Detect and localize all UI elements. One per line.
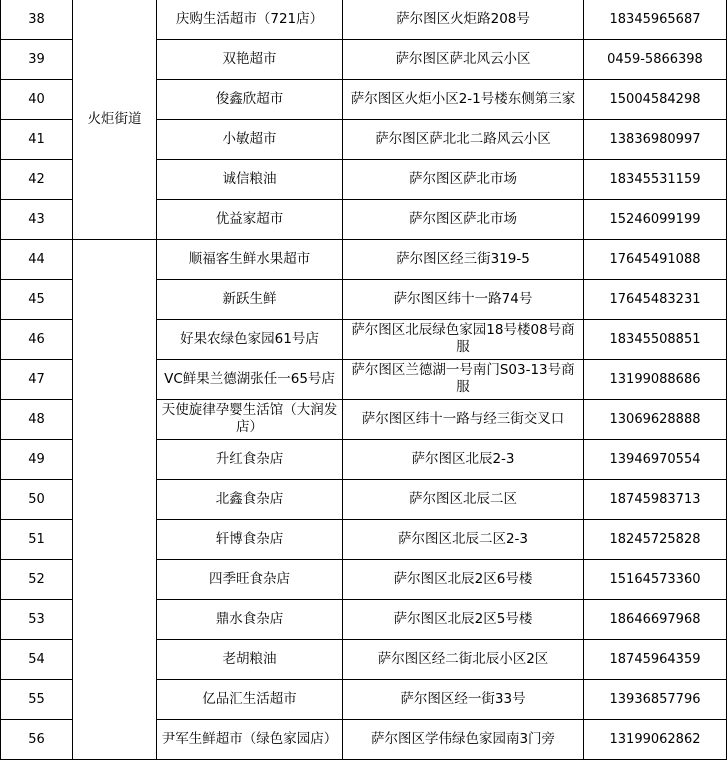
table-row (1, 0, 727, 39)
store-address: 萨尔图区北辰2-3 (343, 439, 584, 479)
row-number: 41 (1, 119, 73, 159)
store-address: 萨尔图区北辰绿色家园18号楼08号商服 (343, 319, 584, 359)
store-address: 萨尔图区萨北市场 (343, 199, 584, 239)
store-name: 俊鑫欣超市 (157, 79, 343, 119)
store-address: 萨尔图区北辰二区 (343, 479, 584, 519)
store-name: 老胡粮油 (157, 639, 343, 679)
store-phone: 13836980997 (584, 119, 727, 159)
store-address: 萨尔图区经二街北辰小区2区 (343, 639, 584, 679)
store-address: 萨尔图区学伟绿色家园南3门旁 (343, 719, 584, 759)
row-number: 51 (1, 519, 73, 559)
store-phone: 13069628888 (584, 399, 727, 439)
district-cell (73, 239, 157, 759)
row-number: 52 (1, 559, 73, 599)
store-address: 萨尔图区火炬小区2-1号楼东侧第三家 (343, 79, 584, 119)
store-phone: 15246099199 (584, 199, 727, 239)
store-name: 北鑫食杂店 (157, 479, 343, 519)
store-name: 升红食杂店 (157, 439, 343, 479)
store-name: VC鲜果兰德湖张任一65号店 (157, 359, 343, 399)
store-name: 顺福客生鲜水果超市 (157, 239, 343, 279)
row-number: 56 (1, 719, 73, 759)
store-name: 天使旋律孕婴生活馆（大润发店） (157, 399, 343, 439)
row-number: 39 (1, 39, 73, 79)
store-phone: 18745983713 (584, 479, 727, 519)
row-number: 49 (1, 439, 73, 479)
row-number: 44 (1, 239, 73, 279)
row-number: 42 (1, 159, 73, 199)
row-number: 47 (1, 359, 73, 399)
store-address: 萨尔图区火炬路208号 (343, 0, 584, 39)
row-number: 46 (1, 319, 73, 359)
store-phone: 13946970554 (584, 439, 727, 479)
store-phone: 15164573360 (584, 559, 727, 599)
store-phone: 18745964359 (584, 639, 727, 679)
store-name: 四季旺食杂店 (157, 559, 343, 599)
row-number: 53 (1, 599, 73, 639)
store-name: 新跃生鲜 (157, 279, 343, 319)
store-phone: 13936857796 (584, 679, 727, 719)
store-phone: 18345508851 (584, 319, 727, 359)
store-address: 萨尔图区萨北市场 (343, 159, 584, 199)
store-name: 小敏超市 (157, 119, 343, 159)
store-phone: 0459-5866398 (584, 39, 727, 79)
store-phone: 13199088686 (584, 359, 727, 399)
store-address: 萨尔图区纬十一路74号 (343, 279, 584, 319)
row-number: 43 (1, 199, 73, 239)
store-phone: 17645491088 (584, 239, 727, 279)
store-name: 优益家超市 (157, 199, 343, 239)
district-cell: 火炬街道 (73, 0, 157, 239)
store-address: 萨尔图区北辰二区2-3 (343, 519, 584, 559)
store-name: 轩博食杂店 (157, 519, 343, 559)
store-name: 诚信粮油 (157, 159, 343, 199)
store-phone: 17645483231 (584, 279, 727, 319)
row-number: 55 (1, 679, 73, 719)
store-name: 庆购生活超市（721店） (157, 0, 343, 39)
store-name: 亿品汇生活超市 (157, 679, 343, 719)
store-phone: 18245725828 (584, 519, 727, 559)
store-name: 好果农绿色家园61号店 (157, 319, 343, 359)
store-address: 萨尔图区萨北风云小区 (343, 39, 584, 79)
store-name: 双艳超市 (157, 39, 343, 79)
store-address: 萨尔图区萨北北二路风云小区 (343, 119, 584, 159)
store-phone: 18345531159 (584, 159, 727, 199)
row-number: 40 (1, 79, 73, 119)
row-number: 50 (1, 479, 73, 519)
store-name: 尹军生鲜超市（绿色家园店） (157, 719, 343, 759)
store-name: 鼎水食杂店 (157, 599, 343, 639)
store-address: 萨尔图区兰德湖一号南门S03-13号商服 (343, 359, 584, 399)
store-phone: 15004584298 (584, 79, 727, 119)
store-phone: 18646697968 (584, 599, 727, 639)
store-address: 萨尔图区北辰2区6号楼 (343, 559, 584, 599)
store-phone: 18345965687 (584, 0, 727, 39)
row-number: 54 (1, 639, 73, 679)
store-address: 萨尔图区经一街33号 (343, 679, 584, 719)
table-row (1, 239, 727, 279)
store-address: 萨尔图区经三街319-5 (343, 239, 584, 279)
store-address: 萨尔图区北辰2区5号楼 (343, 599, 584, 639)
row-number: 45 (1, 279, 73, 319)
store-phone: 13199062862 (584, 719, 727, 759)
row-number: 48 (1, 399, 73, 439)
store-address: 萨尔图区纬十一路与经三街交叉口 (343, 399, 584, 439)
row-number: 38 (1, 0, 73, 39)
